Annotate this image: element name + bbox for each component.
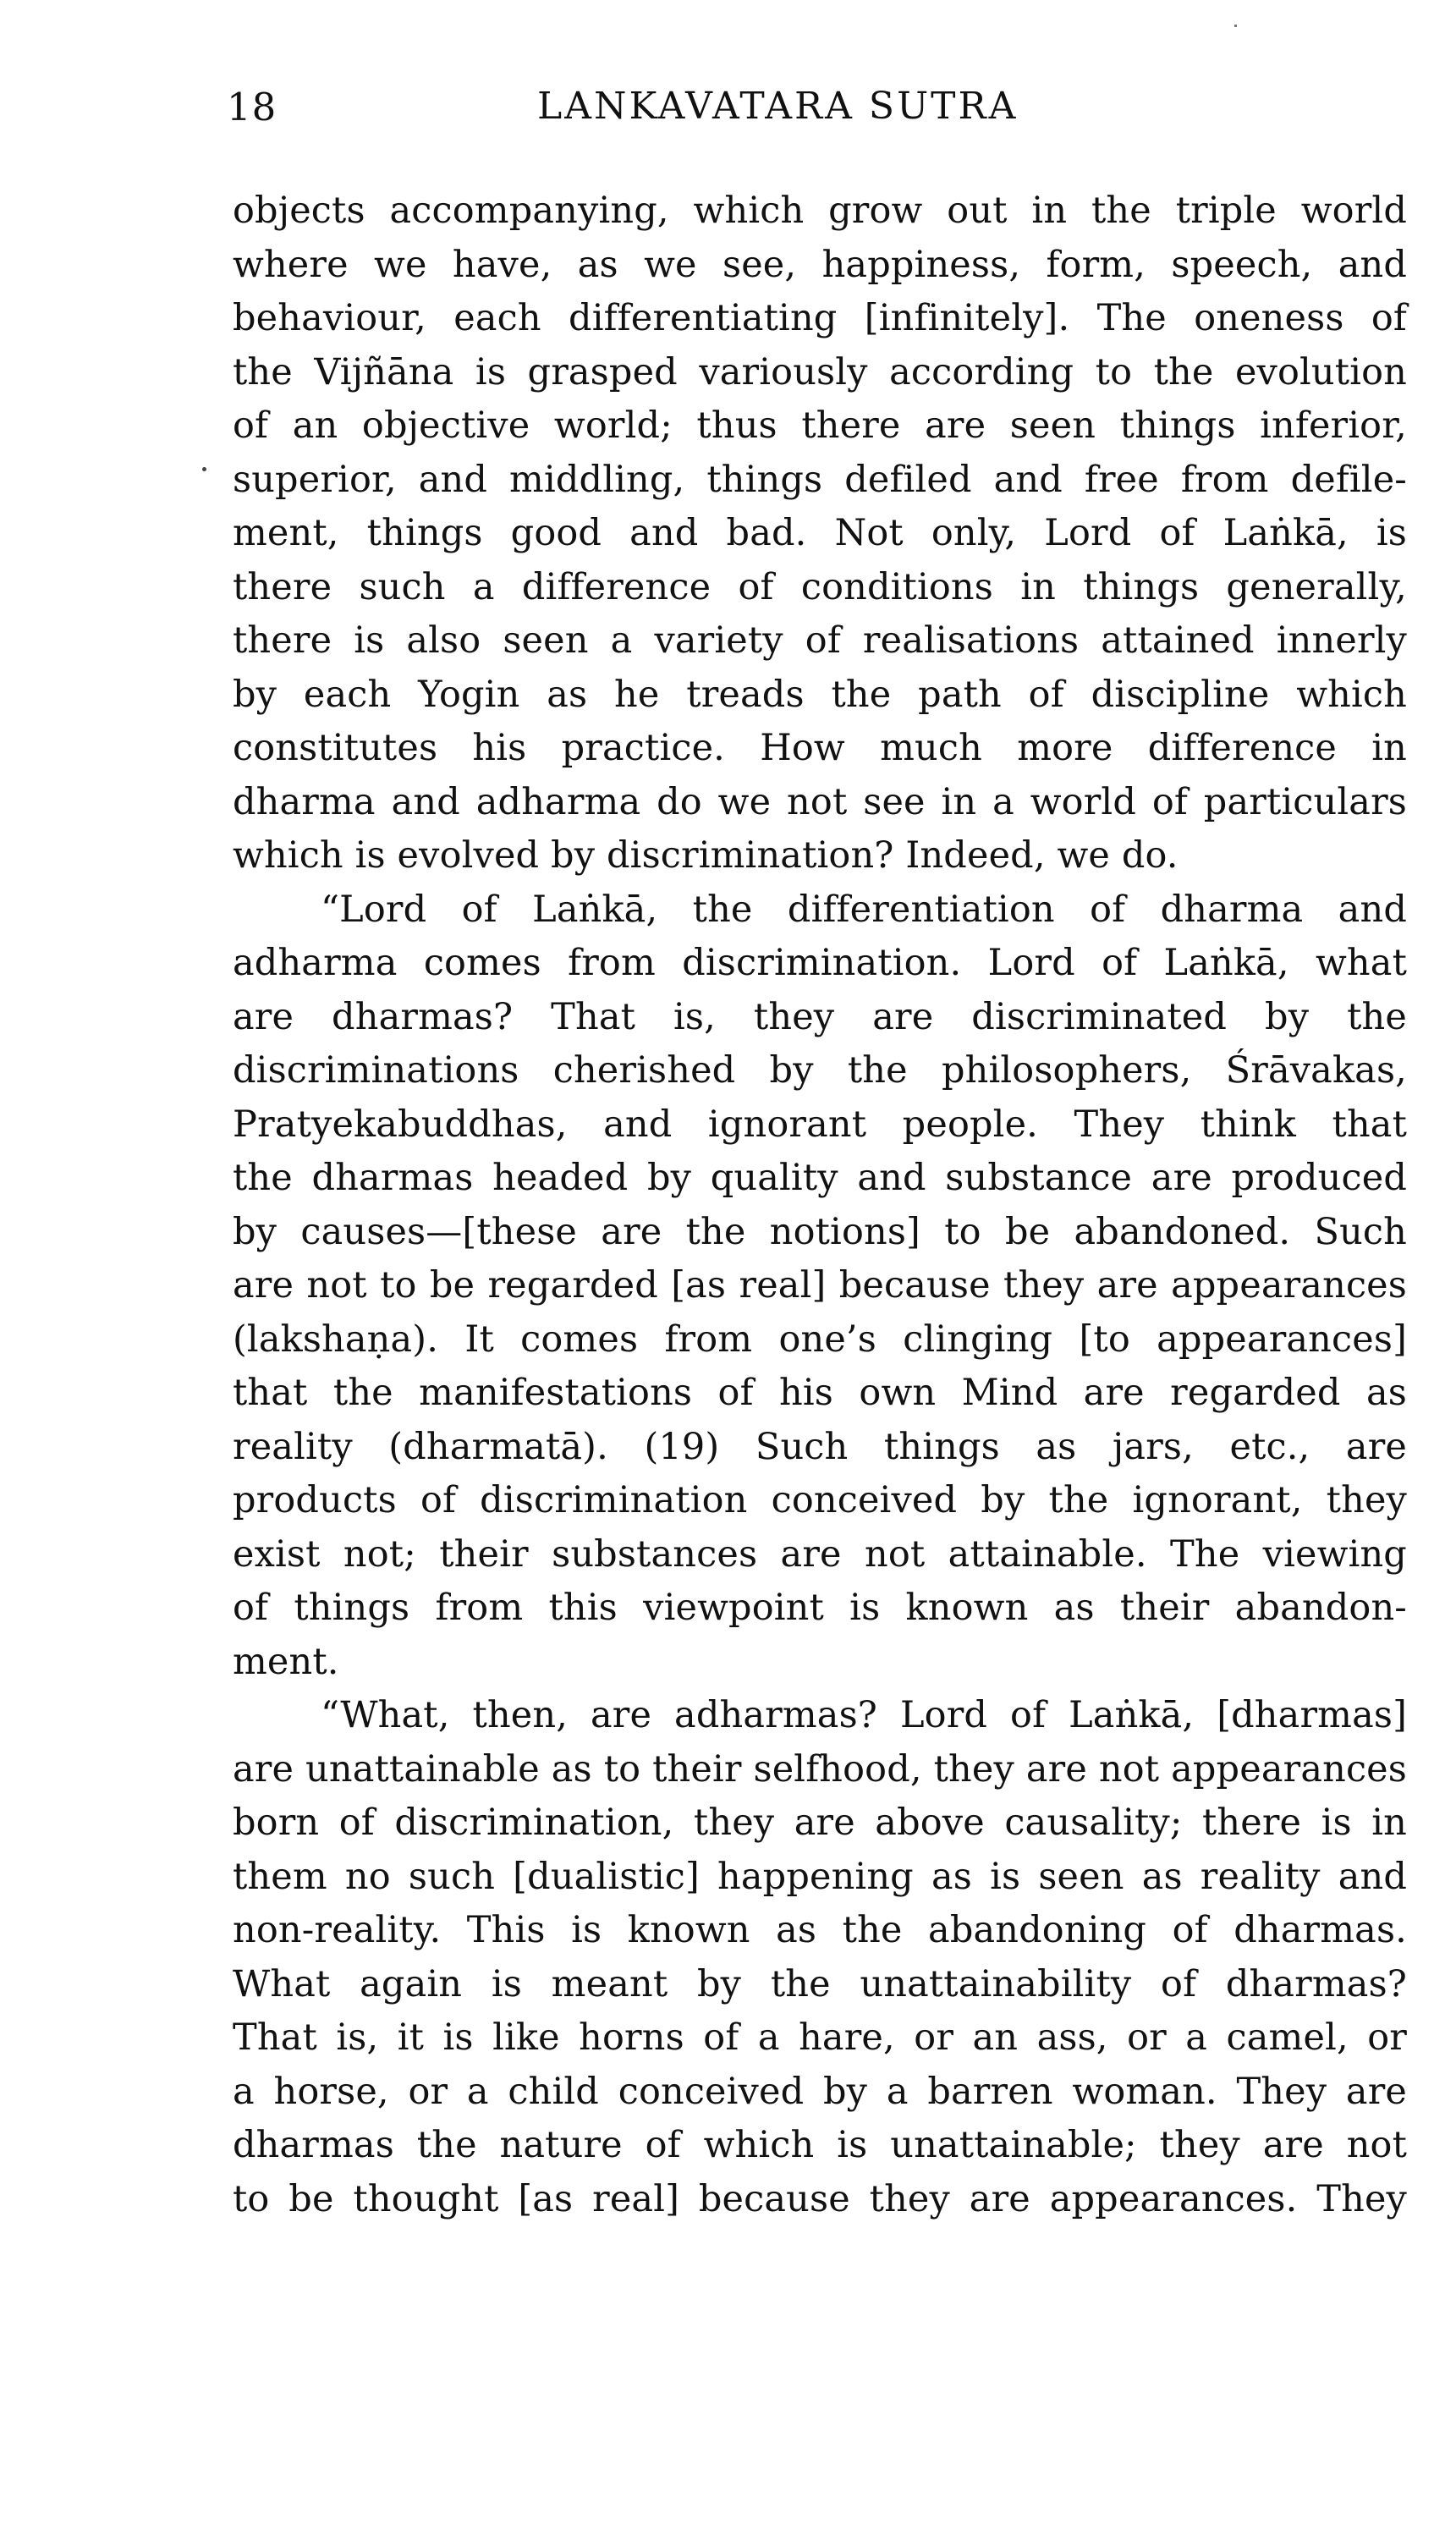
text-line: non-reality. This is known as the abandoning of dharmas.: [233, 1909, 1407, 1951]
text-line: behaviour, each differentiating [infinitely]. The oneness of: [233, 297, 1407, 339]
text-line: that the manifestations of his own Mind are regarded as: [233, 1372, 1407, 1414]
text-line: are unattainable as to their selfhood, they are not appearances: [233, 1747, 1407, 1791]
text-line: where we have, as we see, happiness, form, speech, and: [233, 243, 1407, 286]
text-line: born of discrimination, they are above causality; there is in: [233, 1802, 1407, 1844]
scan-speck: [1234, 25, 1237, 27]
text-line: the dharmas headed by quality and substance are produced: [233, 1157, 1407, 1199]
text-line: a horse, or a child conceived by a barren woman. They are: [233, 2070, 1407, 2113]
text-line: constitutes his practice. How much more difference in: [233, 727, 1407, 769]
text-line: which is evolved by discrimination? Indeed, we do.: [233, 834, 1179, 877]
text-line: adharma comes from discrimination. Lord of Laṅkā, what: [233, 942, 1407, 984]
text-line: by causes—[these are the notions] to be abandoned. Such: [233, 1210, 1407, 1253]
text-line: are not to be regarded [as real] because they are appearances: [233, 1264, 1407, 1307]
text-line: What again is meant by the unattainability of dharmas?: [233, 1962, 1407, 2005]
scan-speck: [202, 467, 206, 471]
text-line: of things from this viewpoint is known as their abandon-: [233, 1587, 1407, 1629]
text-line: That is, it is like horns of a hare, or an ass, or a camel, or: [233, 2016, 1407, 2059]
text-line: ment.: [233, 1640, 339, 1683]
text-line: by each Yogin as he treads the path of discipline which: [233, 673, 1407, 716]
text-line: reality (dharmatā). (19) Such things as jars, etc., are: [233, 1425, 1407, 1468]
text-line: are dharmas? That is, they are discriminated by the: [233, 995, 1407, 1038]
text-line: of an objective world; thus there are seen things inferior,: [233, 404, 1407, 447]
text-line: there such a difference of conditions in things generally,: [233, 565, 1407, 608]
text-line: to be thought [as real] because they are appearances. They: [233, 2177, 1407, 2220]
text-line: the Vijñāna is grasped variously according to the evolution: [233, 350, 1407, 393]
text-line: products of discrimination conceived by the ignorant, they: [233, 1479, 1407, 1521]
text-line: Pratyekabuddhas, and ignorant people. They think that: [233, 1103, 1407, 1146]
text-line: dharmas the nature of which is unattainable; they are not: [233, 2124, 1407, 2166]
text-line: “Lord of Laṅkā, the differentiation of dharma and: [321, 888, 1407, 931]
running-title: LANKAVATARA SUTRA: [537, 85, 1019, 128]
text-line: objects accompanying, which grow out in the triple world: [233, 190, 1407, 232]
text-line: superior, and middling, things defiled and free from defile-: [233, 458, 1407, 501]
text-line: (lakshaṇa). It comes from one’s clinging [to appearances]: [233, 1318, 1407, 1361]
text-line: there is also seen a variety of realisations attained innerly: [233, 619, 1407, 662]
page-number: 18: [227, 85, 277, 129]
body-text: [233, 184, 1407, 2226]
text-line: discriminations cherished by the philosophers, Śrāvakas,: [233, 1049, 1407, 1092]
text-line: “What, then, are adharmas? Lord of Laṅkā, [dharmas]: [321, 1694, 1407, 1736]
text-line: dharma and adharma do we not see in a world of particulars: [233, 780, 1407, 823]
text-line: exist not; their substances are not attainable. The viewing: [233, 1532, 1407, 1576]
text-line: ment, things good and bad. Not only, Lord of Laṅkā, is: [233, 512, 1407, 554]
text-line: them no such [dualistic] happening as is seen as reality and: [233, 1855, 1407, 1898]
running-head: [227, 85, 1411, 144]
